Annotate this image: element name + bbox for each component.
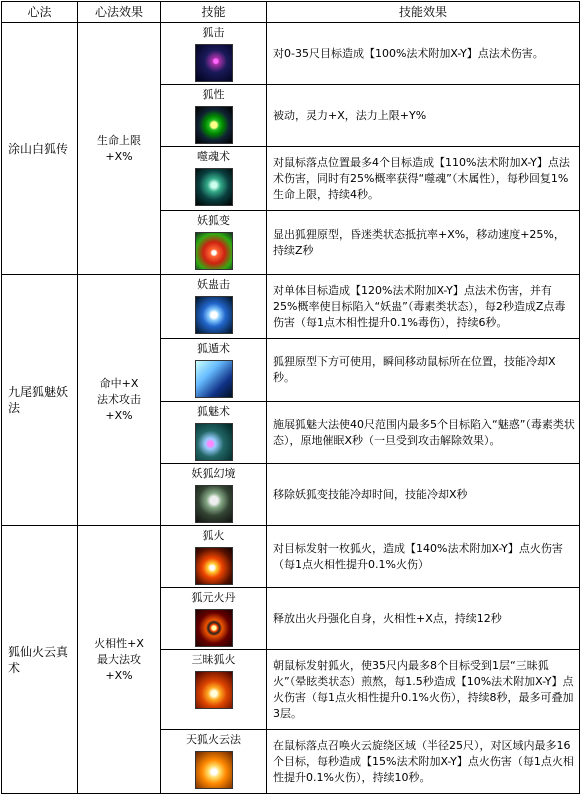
- skill-name: 狐火: [202, 529, 225, 542]
- skill-effect: 朝鼠标发射狐火，使35尺内最多8个目标受到1层“三昧狐火”（晕眩类状态）煎熬，每1.5秒造成【10%法术附加X-Y】点火伤害（每1点火相性提升0.1%火伤），持续8秒，最多可叠加3层。: [267, 650, 580, 730]
- skill-name: 妖蛊击: [197, 278, 230, 291]
- skill-effect: 移除妖狐变技能冷却时间，技能冷却X秒: [267, 464, 580, 526]
- skill-effect: 对鼠标落点位置最多4个目标造成【110%法术附加X-Y】点法术伤害，同时有25%概率获得“噬魂”（木属性），每秒回复1%生命上限，持续4秒。: [267, 147, 580, 211]
- skill-name: 妖狐幻境: [191, 467, 236, 480]
- skill-effect: 施展狐魅大法使40尺范围内最多5个目标陷入“魅惑”（毒素类状态），原地催眠X秒（一旦受到攻击解除效果）。: [267, 402, 580, 464]
- skill-cell: [161, 730, 267, 794]
- table-row: [2, 275, 580, 339]
- skill-cell: [161, 339, 267, 402]
- skill-cell: [161, 23, 267, 85]
- header-row: [2, 2, 580, 23]
- xinfa-name: 涂山白狐传: [2, 23, 78, 275]
- header-xinfa-effect: 心法效果: [78, 2, 161, 23]
- fox-charm-icon: [195, 423, 233, 461]
- skill-name: 妖狐变: [197, 214, 230, 227]
- fox-strike-icon: [195, 44, 233, 82]
- skill-effect: 在鼠标落点召唤火云旋绕区域（半径25尺），对区域内最多16个目标，每秒造成【15%法术附加X-Y】点火伤害（每1点火相性提升0.1%火伤），持续10秒。: [267, 730, 580, 794]
- demon-fox-transform-icon: [195, 232, 233, 270]
- skill-effect: 对单体目标造成【120%法术附加X-Y】点法术伤害，并有25%概率使目标陷入“妖蛊”（毒素类状态），每2秒造成Z点毒伤害（每1点木相性提升0.1%毒伤），持续6秒。: [267, 275, 580, 339]
- skill-name: 三昧狐火: [191, 653, 236, 666]
- skill-cell: [161, 402, 267, 464]
- skill-effect: 狐狸原型下方可使用，瞬间移动鼠标所在位置，技能冷却X秒。: [267, 339, 580, 402]
- skill-cell: [161, 147, 267, 211]
- xinfa-effect: 火相性+X 最大法攻 +X%: [78, 526, 161, 794]
- soul-devour-icon: [195, 168, 233, 206]
- table-row: [2, 23, 580, 85]
- skill-name: 狐击: [202, 26, 225, 39]
- skill-name: 噬魂术: [197, 150, 230, 163]
- samadhi-fox-fire-icon: [195, 671, 233, 709]
- fox-escape-icon: [195, 360, 233, 398]
- skill-cell: [161, 85, 267, 147]
- skill-effect: 对目标发射一枚狐火，造成【140%法术附加X-Y】点火伤害（每1点火相性提升0.1%火伤）: [267, 526, 580, 588]
- heavenly-fox-fire-cloud-icon: [195, 751, 233, 789]
- skill-effect: 释放出火丹强化自身，火相性+X点，持续12秒: [267, 588, 580, 650]
- fox-fire-icon: [195, 547, 233, 585]
- skill-name: 狐遁术: [197, 342, 230, 355]
- demon-fox-illusion-icon: [195, 485, 233, 523]
- table-row: [2, 526, 580, 588]
- skill-cell: [161, 588, 267, 650]
- xinfa-effect: 命中+X 法术攻击 +X%: [78, 275, 161, 526]
- header-skill-effect: 技能效果: [267, 2, 580, 23]
- skill-cell: [161, 275, 267, 339]
- skill-cell: [161, 526, 267, 588]
- demon-poison-strike-icon: [195, 296, 233, 334]
- xinfa-name: 狐仙火云真术: [2, 526, 78, 794]
- skill-cell: [161, 464, 267, 526]
- xinfa-name: 九尾狐魅妖法: [2, 275, 78, 526]
- skill-cell: [161, 211, 267, 275]
- fox-nature-icon: [195, 106, 233, 144]
- header-xinfa: 心法: [2, 2, 78, 23]
- header-skill: 技能: [161, 2, 267, 23]
- skill-effect: 被动，灵力+X，法力上限+Y%: [267, 85, 580, 147]
- skill-name: 狐元火丹: [191, 591, 236, 604]
- skill-effect: 对0-35尺目标造成【100%法术附加X-Y】点法术伤害。: [267, 23, 580, 85]
- skill-name: 天狐火云法: [186, 733, 241, 746]
- xinfa-effect: 生命上限 +X%: [78, 23, 161, 275]
- skill-cell: [161, 650, 267, 730]
- skill-name: 狐性: [202, 88, 225, 101]
- fox-fire-pill-icon: [195, 609, 233, 647]
- skill-table: [1, 1, 580, 794]
- skill-name: 狐魅术: [197, 405, 230, 418]
- skill-effect: 显出狐狸原型，昏迷类状态抵抗率+X%，移动速度+25%，持续Z秒: [267, 211, 580, 275]
